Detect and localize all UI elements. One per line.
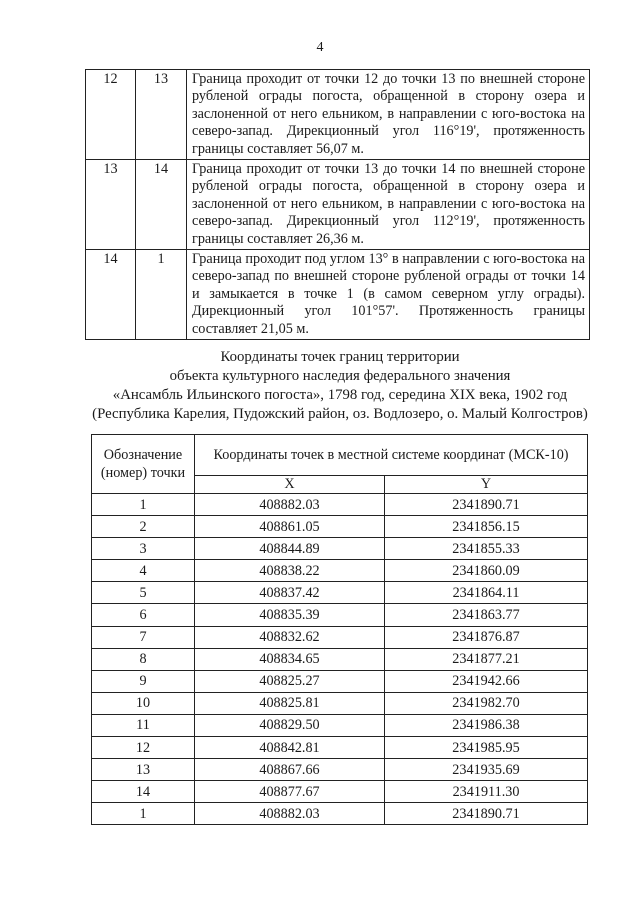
x-cell: 408861.05 — [195, 516, 385, 538]
point-cell: 12 — [92, 737, 195, 759]
title-line: объекта культурного наследия федерального значения — [169, 368, 511, 384]
to-point: 14 — [136, 160, 187, 250]
x-cell: 408838.22 — [195, 560, 385, 582]
to-point: 13 — [136, 70, 187, 160]
y-cell: 2341985.95 — [385, 737, 588, 759]
table-row — [86, 160, 590, 250]
x-cell: 408877.67 — [195, 781, 385, 803]
y-cell: 2341856.15 — [385, 516, 588, 538]
y-cell: 2341860.09 — [385, 560, 588, 582]
y-cell: 2341982.70 — [385, 692, 588, 714]
x-cell: 408832.62 — [195, 626, 385, 648]
table-row — [92, 538, 588, 560]
coordinates-table — [91, 434, 588, 825]
x-cell: 408882.03 — [195, 803, 385, 825]
point-cell: 4 — [92, 560, 195, 582]
x-cell: 408867.66 — [195, 759, 385, 781]
table-row — [92, 516, 588, 538]
point-cell: 8 — [92, 648, 195, 670]
y-cell: 2341911.30 — [385, 781, 588, 803]
table-row — [92, 670, 588, 692]
y-cell: 2341876.87 — [385, 626, 588, 648]
boundary-description: Граница проходит от точки 12 до точки 13 по внешней стороне рубленой ограды погоста, обращенной в сторону озера и заслоненной от него ельником, в направлении с юго-востока на северо-запад. Дирекционный угол 116°19', протяженность границы составляет 56,07 м. — [187, 70, 590, 160]
table-row — [92, 604, 588, 626]
y-column-header: Y — [385, 476, 588, 494]
table-row — [92, 759, 588, 781]
point-cell: 10 — [92, 692, 195, 714]
table-row — [92, 714, 588, 736]
title-line: «Ансамбль Ильинского погоста», 1798 год, середина XIX века, 1902 год — [112, 387, 568, 403]
y-cell: 2341864.11 — [385, 582, 588, 604]
page-number: 4 — [316, 40, 324, 55]
point-cell: 6 — [92, 604, 195, 626]
table-row — [86, 70, 590, 160]
table-row — [86, 250, 590, 340]
table-row — [92, 737, 588, 759]
y-cell: 2341890.71 — [385, 494, 588, 516]
x-cell: 408834.65 — [195, 648, 385, 670]
y-cell: 2341986.38 — [385, 714, 588, 736]
y-cell: 2341935.69 — [385, 759, 588, 781]
point-cell: 5 — [92, 582, 195, 604]
table-row — [92, 582, 588, 604]
boundary-description: Граница проходит от точки 13 до точки 14 по внешней стороне рубленой ограды погоста, обращенной в сторону озера и заслоненной от него ельником, в направлении с юго-востока на северо-запад. Дирекционный угол 112°19', протяженность границы составляет 26,36 м. — [187, 160, 590, 250]
from-point: 14 — [86, 250, 136, 340]
y-cell: 2341942.66 — [385, 670, 588, 692]
point-cell: 1 — [92, 494, 195, 516]
from-point: 12 — [86, 70, 136, 160]
coordinates-group-header: Координаты точек в местной системе координат (МСК-10) — [195, 435, 588, 476]
x-cell: 408835.39 — [195, 604, 385, 626]
point-cell: 7 — [92, 626, 195, 648]
table-row — [92, 560, 588, 582]
y-cell: 2341877.21 — [385, 648, 588, 670]
x-column-header: X — [195, 476, 385, 494]
point-cell: 2 — [92, 516, 195, 538]
point-cell: 13 — [92, 759, 195, 781]
point-cell: 3 — [92, 538, 195, 560]
from-point: 13 — [86, 160, 136, 250]
table-row — [92, 494, 588, 516]
y-cell: 2341855.33 — [385, 538, 588, 560]
x-cell: 408829.50 — [195, 714, 385, 736]
x-cell: 408844.89 — [195, 538, 385, 560]
table-row — [92, 781, 588, 803]
title-line: (Республика Карелия, Пудожский район, оз. Водлозеро, о. Малый Колгостров) — [92, 406, 588, 422]
point-cell: 14 — [92, 781, 195, 803]
point-column-header: Обозначение (номер) точки — [92, 435, 195, 494]
table-row — [92, 648, 588, 670]
table-row — [92, 803, 588, 825]
title-line: Координаты точек границ территории — [220, 349, 460, 365]
x-cell: 408825.81 — [195, 692, 385, 714]
table-row — [92, 692, 588, 714]
section-title — [0, 348, 640, 424]
boundary-description-table — [85, 69, 590, 340]
point-cell: 1 — [92, 803, 195, 825]
boundary-description: Граница проходит под углом 13° в направлении с юго-востока на северо-запад по внешней стороне рубленой ограды от точки 14 и замыкается в точке 1 (в самом северном углу ограды). Дирекционный угол 101°57'. Протяженность границы составляет 21,05 м. — [187, 250, 590, 340]
x-cell: 408842.81 — [195, 737, 385, 759]
to-point: 1 — [136, 250, 187, 340]
x-cell: 408837.42 — [195, 582, 385, 604]
point-cell: 9 — [92, 670, 195, 692]
x-cell: 408882.03 — [195, 494, 385, 516]
x-cell: 408825.27 — [195, 670, 385, 692]
table-row — [92, 626, 588, 648]
point-cell: 11 — [92, 714, 195, 736]
y-cell: 2341863.77 — [385, 604, 588, 626]
y-cell: 2341890.71 — [385, 803, 588, 825]
